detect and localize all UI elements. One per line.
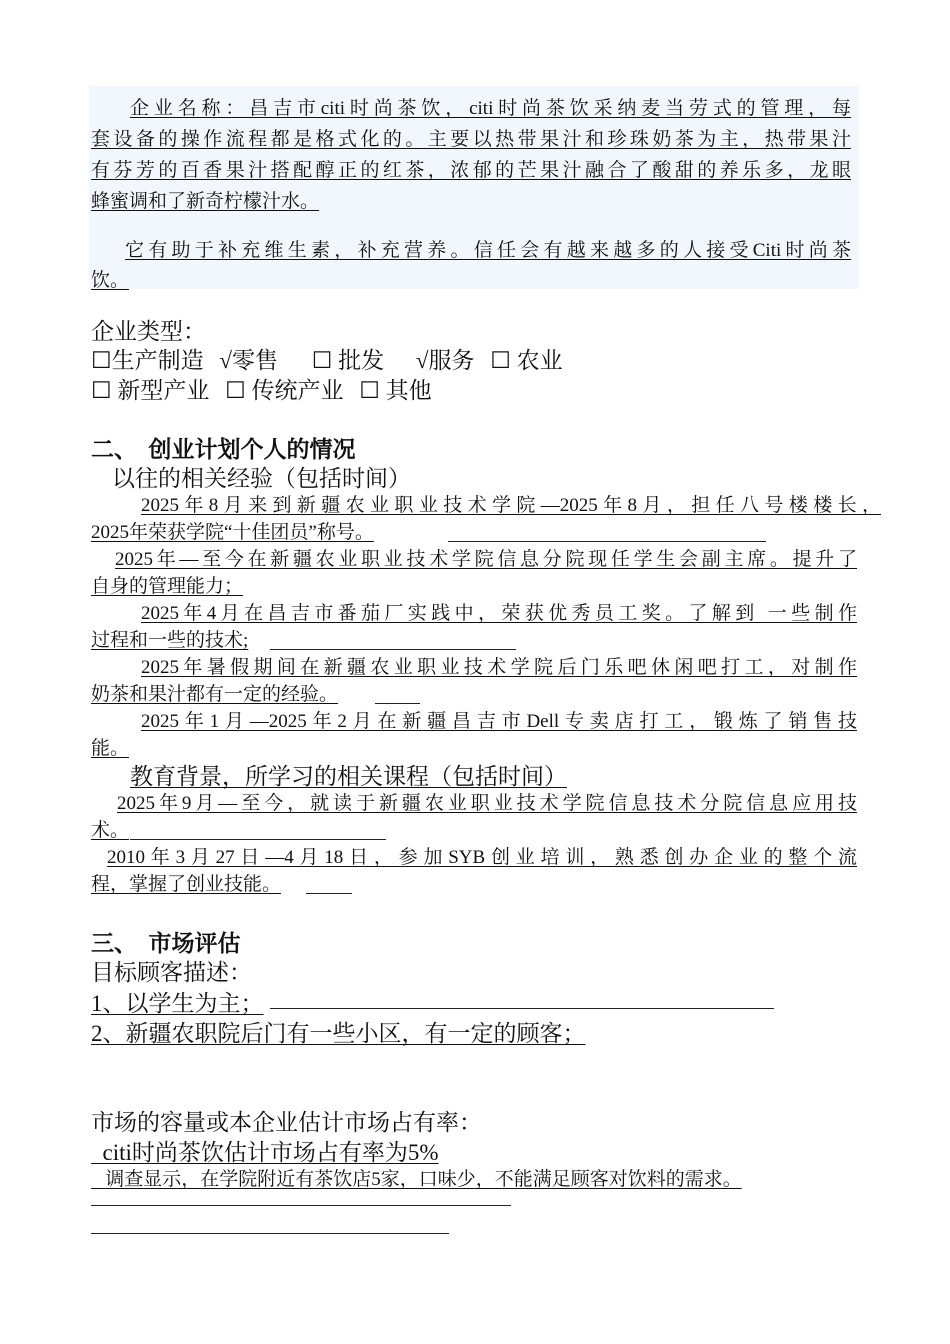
- option-label: 传统产业: [251, 378, 344, 403]
- experience-line-8: 奶茶和果汁都有一定的经验。: [91, 684, 339, 705]
- checkbox-manufacturing[interactable]: [91, 348, 204, 373]
- enterprise-type-row-2: [91, 372, 432, 405]
- section-2-heading: 二、 创业计划个人的情况: [91, 437, 356, 462]
- intro-p1-line-3: 有芬芳的百香果汁搭配醇正的红茶，浓郁的芒果汁融合了酸甜的养乐多，龙眼: [91, 160, 851, 181]
- checkbox-service[interactable]: [416, 348, 475, 373]
- option-label: 批发: [338, 348, 385, 373]
- experience-line-5: 2025年4月在昌吉市番茄厂实践中，荣获优秀员工奖。了解到 一些制作: [141, 603, 857, 624]
- blank-fill-line: [91, 1233, 449, 1234]
- experience-line-6: 过程和一些的技术;: [91, 630, 249, 651]
- check-mark: ☐: [225, 378, 246, 403]
- option-label: 服务: [428, 348, 475, 373]
- target-customer-line-1: 1、以学生为主；: [91, 991, 264, 1016]
- experience-line-3: 2025年—至今在新疆农业职业技术学院信息分院现任学生会副主席。提升了: [115, 549, 857, 570]
- check-mark: ☐: [311, 348, 333, 373]
- intro-p2-line-1: 它有助于补充维生素，补充营养。信任会有越来越多的人接受Citi时尚茶: [125, 240, 851, 261]
- intro-p1-line-4: 蜂蜜调和了新奇柠檬汁水。: [91, 191, 320, 212]
- checkbox-traditional-industry[interactable]: [225, 378, 343, 403]
- check-mark: ☐: [359, 378, 380, 403]
- checkbox-agriculture[interactable]: [490, 348, 562, 373]
- experience-line-2: 2025年荣获学院“十佳团员”称号。: [91, 522, 374, 543]
- experience-line-4: 自身的管理能力；: [91, 576, 244, 597]
- checkbox-new-industry[interactable]: [91, 378, 209, 403]
- check-mark: ☐: [91, 348, 112, 373]
- intro-p1-line-2: 套设备的操作流程都是格式化的。主要以热带果汁和珍珠奶茶为主，热带果汁: [91, 129, 851, 150]
- experience-line-9: 2025年1月—2025年2月在新疆昌吉市Dell专卖店打工，锻炼了销售技: [141, 711, 857, 732]
- market-share-line: [91, 1134, 439, 1167]
- survey-line: [91, 1164, 742, 1191]
- blank-fill-line: [91, 1205, 511, 1206]
- intro-p1-line-1: 企业名称：昌吉市citi时尚茶饮，citi时尚茶饮采纳麦当劳式的管理，每: [130, 98, 851, 119]
- intro-p2-line-2: 饮。: [91, 270, 130, 291]
- market-capacity-label: 市场的容量或本企业估计市场占有率：: [91, 1110, 482, 1135]
- check-mark: ☐: [91, 378, 112, 403]
- experience-label: 以往的相关经验（包括时间）: [112, 466, 411, 491]
- option-label: 农业: [516, 348, 563, 373]
- checkbox-retail[interactable]: [219, 348, 278, 373]
- check-mark: √: [415, 348, 429, 373]
- blank-fill-line: [270, 649, 516, 650]
- experience-line-10: 能。: [91, 738, 130, 759]
- market-share-text: citi时尚茶饮估计市场占有率为5%: [102, 1140, 439, 1165]
- experience-line-7: 2025年暑假期间在新疆农业职业技术学院后门乐吧休闲吧打工，对制作: [141, 657, 857, 678]
- check-mark: ☐: [490, 348, 511, 373]
- blank-fill-line: [306, 893, 352, 894]
- checkbox-other[interactable]: [359, 378, 431, 403]
- target-customer-line-2: 2、新疆农职院后门有一些小区，有一定的顾客；: [91, 1021, 586, 1046]
- education-label: 教育背景，所学习的相关课程（包括时间）: [130, 764, 567, 789]
- education-line-2: 术。: [91, 820, 130, 841]
- experience-line-1: 2025年8月来到新疆农业职业技术学院—2025年8月，担任八号楼楼长，: [141, 495, 881, 516]
- education-line-4: 程，掌握了创业技能。: [91, 874, 282, 895]
- target-customer-label: 目标顾客描述：: [91, 960, 252, 985]
- option-label: 其他: [385, 378, 432, 403]
- checkbox-wholesale[interactable]: [312, 348, 384, 373]
- enterprise-type-row-1: [91, 342, 563, 375]
- survey-text: 调查显示，在学院附近有茶饮店5家，口味少，不能满足顾客对饮料的需求。: [105, 1169, 742, 1190]
- blank-fill-line: [130, 839, 386, 840]
- section-3-heading: 三、 市场评估: [91, 931, 241, 956]
- blank-fill-line: [375, 703, 420, 704]
- education-line-1: 2025年9月—至今，就读于新疆农业职业技术学院信息技术分院信息应用技: [117, 793, 857, 814]
- option-label: 零售: [232, 348, 278, 373]
- check-mark: √: [219, 348, 232, 373]
- option-label: 生产制造: [111, 348, 204, 373]
- blank-fill-line: [270, 1008, 774, 1009]
- blank-fill-line: [448, 541, 766, 542]
- education-line-3: 2010年3月27日—4月18日，参加SYB创业培训，熟悉创办企业的整个流: [107, 847, 857, 868]
- option-label: 新型产业: [117, 378, 210, 403]
- enterprise-type-label: 企业类型：: [91, 319, 206, 344]
